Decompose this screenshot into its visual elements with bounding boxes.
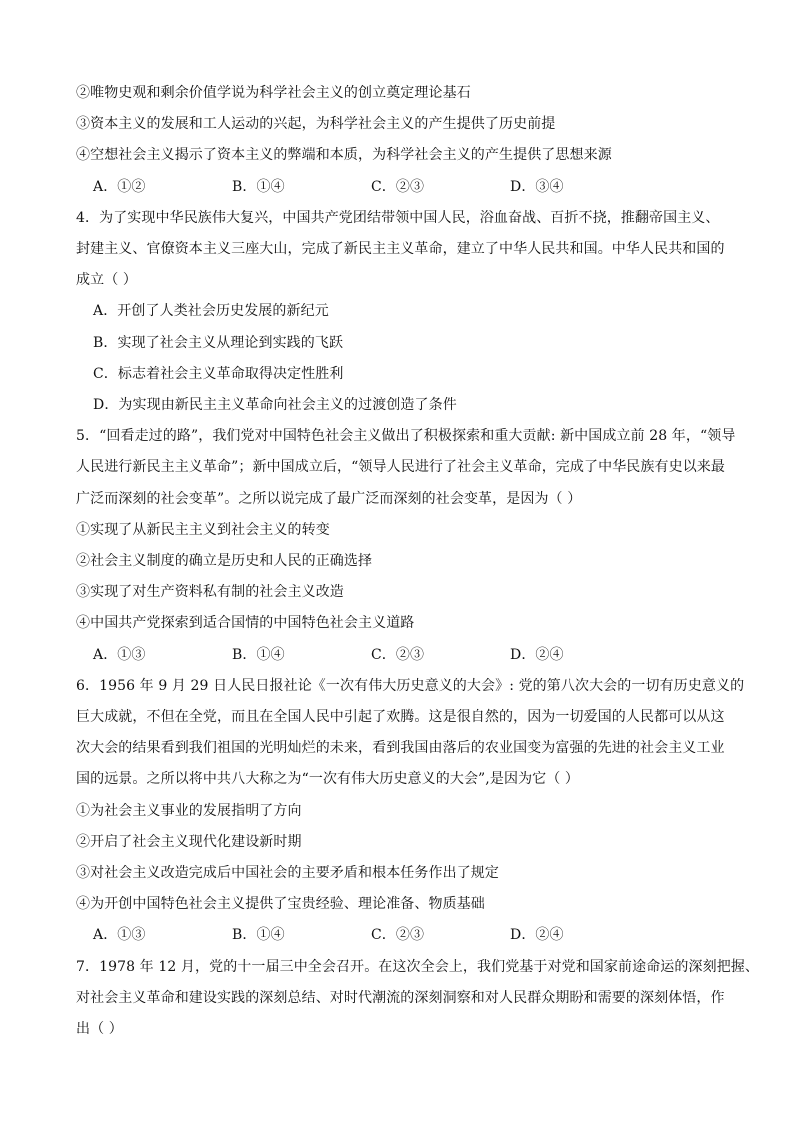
q6-stem-line-3: 次大会的结果看到我们祖国的光明灿烂的未来，看到我国由落后的农业国变为富强的先进的社会主义工业 (76, 740, 725, 757)
q3-item-2: ②唯物史观和剩余价值学说为科学社会主义的创立奠定理论基石 (76, 85, 471, 101)
q6-item-2: ②开启了社会主义现代化建设新时期 (76, 833, 302, 850)
q6-option-d: D．②④ (510, 927, 564, 944)
q4-option-d: D．为实现由新民主主义革命向社会主义的过渡创造了条件 (93, 397, 457, 414)
question-5 (76, 421, 736, 671)
q5-option-c: C．②③ (371, 646, 425, 663)
q4-option-c: C．标志着社会主义革命取得决定性胜利 (93, 365, 344, 382)
q3-item-4: ④空想社会主义揭示了资本主义的弊端和本质，为科学社会主义的产生提供了思想来源 (76, 147, 612, 164)
q6-stem-line-2: 巨大成就，不但在全党，而且在全国人民中引起了欢腾。这是很自然的，因为一切爱国的人民都可以从这 (76, 709, 725, 726)
question-3 (76, 78, 726, 203)
q5-stem-line-1: 5．“回看走过的路”，我们党对中国特色社会主义做出了积极探索和重大贡献: 新中国成立前 28 年，“领导 (76, 428, 736, 445)
q4-option-a: A．开创了人类社会历史发展的新纪元 (93, 303, 329, 320)
question-6 (76, 671, 745, 952)
q5-options (76, 640, 726, 671)
q6-item-1: ①为社会主义事业的发展指明了方向 (76, 802, 302, 819)
q6-item-3: ③对社会主义改造完成后中国社会的主要矛盾和根本任务作出了规定 (76, 865, 499, 882)
q6-option-a: A．①③ (93, 927, 146, 944)
question-7 (76, 952, 759, 1046)
q4-stem-line-3: 成立（ ） (76, 272, 137, 289)
q3-option-b: B．①④ (232, 178, 285, 195)
q6-stem-line-4: 国的远景。之所以将中共八大称之为“一次有伟大历史意义的大会”,是因为它（ ） (76, 771, 580, 788)
q6-options (76, 920, 726, 951)
q4-stem-line-1: 4．为了实现中华民族伟大复兴，中国共产党团结带领中国人民，浴血奋战、百折不挠，推翻帝国主义、 (76, 209, 720, 226)
q7-stem-line-2: 对社会主义革命和建设实践的深刻总结、对时代潮流的深刻洞察和对人民群众期盼和需要的深刻体悟，作 (76, 989, 725, 1006)
q5-stem-line-2: 人民进行新民主主义革命”；新中国成立后，“领导人民进行了社会主义革命，完成了中华民族有史以来最 (76, 459, 726, 476)
q3-option-c: C．②③ (371, 178, 425, 195)
q5-option-a: A．①③ (93, 646, 146, 663)
q3-item-3: ③资本主义的发展和工人运动的兴起，为科学社会主义的产生提供了历史前提 (76, 116, 556, 133)
q3-options (76, 172, 726, 203)
q3-option-a: A．①② (93, 178, 146, 195)
q3-option-d: D．③④ (510, 178, 564, 195)
q5-option-d: D．②④ (510, 646, 564, 663)
q5-item-4: ④中国共产党探索到适合国情的中国特色社会主义道路 (76, 615, 415, 632)
q5-item-1: ①实现了从新民主主义到社会主义的转变 (76, 521, 330, 538)
q6-option-c: C．②③ (371, 927, 425, 944)
q7-stem-line-1: 7．1978 年 12 月，党的十一届三中全会召开。在这次全会上，我们党基于对党和国家前途命运的深刻把握、 (76, 958, 759, 975)
document-content (76, 78, 759, 1045)
q5-stem-line-3: 广泛而深刻的社会变革”。之所以说完成了最广泛而深刻的社会变革，是因为（ ） (76, 490, 582, 507)
q5-option-b: B．①④ (232, 646, 285, 663)
q4-stem-line-2: 封建主义、官僚资本主义三座大山，完成了新民主主义革命，建立了中华人民共和国。中华人民共和国的 (76, 241, 725, 258)
q5-item-3: ③实现了对生产资料私有制的社会主义改造 (76, 584, 344, 601)
q4-option-b: B．实现了社会主义从理论到实践的飞跃 (93, 334, 344, 351)
question-4 (76, 203, 726, 421)
q6-option-b: B．①④ (232, 927, 285, 944)
q5-item-2: ②社会主义制度的确立是历史和人民的正确选择 (76, 553, 373, 570)
q6-item-4: ④为开创中国特色社会主义提供了宝贵经验、理论准备、物质基础 (76, 896, 485, 913)
q7-stem-line-3: 出（ ） (76, 1021, 123, 1038)
q6-stem-line-1: 6．1956 年 9 月 29 日人民日报社论《一次有伟大历史意义的大会》: 党的第八次大会的一切有历史意义的 (76, 677, 745, 694)
